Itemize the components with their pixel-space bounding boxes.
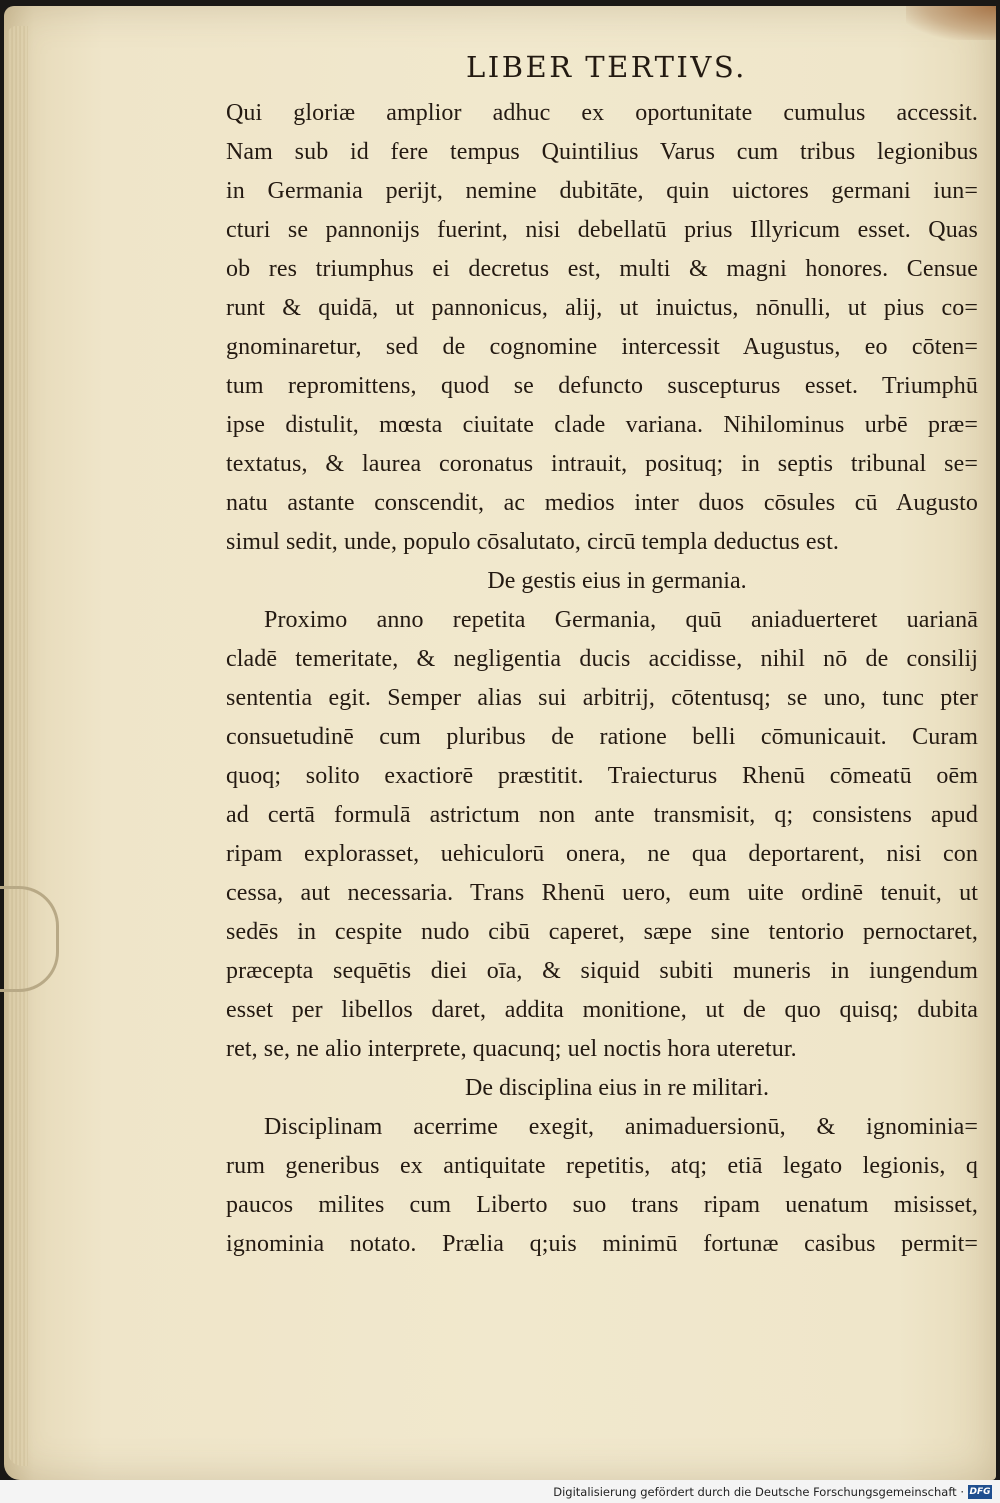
- text-line: consuetudinē cum pluribus de ratione belli cōmunicauit. Curam: [226, 724, 978, 750]
- text-line: esset per libellos daret, addita monitione, ut de quo quisq; dubita: [226, 997, 978, 1023]
- funding-credit: Digitalisierung gefördert durch die Deutsche Forschungsgemeinschaft ·: [553, 1485, 964, 1499]
- text-line: in Germania perijt, nemine dubitāte, quin uictores germani iun=: [226, 178, 978, 204]
- text-line: paucos milites cum Liberto suo trans ripam uenatum misisset,: [226, 1192, 978, 1218]
- text-line: cturi se pannonijs fuerint, nisi debellatū prius Illyricum esset. Quas: [226, 217, 978, 243]
- text-line: ob res triumphus ei decretus est, multi & magni honores. Censue: [226, 256, 978, 282]
- text-line: Proximo anno repetita Germania, quū aniaduerteret uarianā: [264, 607, 978, 633]
- book-page: [4, 6, 996, 1480]
- text-block: [226, 94, 978, 1264]
- text-line: ipse distulit, mœsta ciuitate clade variana. Nihilominus urbē præ=: [226, 412, 978, 438]
- text-line: tum repromittens, quod se defuncto suscepturus esset. Triumphū: [226, 373, 978, 399]
- text-line: ripam explorasset, uehiculorū onera, ne qua deportarent, nisi con: [226, 841, 978, 867]
- text-line: sedēs in cespite nudo cibū caperet, sæpe sine tentorio pernoctaret,: [226, 919, 978, 945]
- dfg-logo-icon: DFG: [969, 1487, 991, 1497]
- text-line: cessa, aut necessaria. Trans Rhenū uero, eum uite ordinē tenuit, ut: [226, 880, 978, 906]
- text-line: Disciplinam acerrime exegit, animaduersionū, & ignominia=: [264, 1114, 978, 1140]
- digitization-footer: [0, 1480, 1000, 1503]
- corner-stain: [906, 6, 996, 40]
- text-line: gnominaretur, sed de cognomine intercessit Augustus, eo cōten=: [226, 334, 978, 360]
- running-head: LIBER TERTIVS.: [466, 50, 747, 84]
- text-line: Qui gloriæ amplior adhuc ex oportunitate cumulus accessit.: [226, 100, 978, 126]
- section-heading: De gestis eius in germania.: [487, 568, 747, 594]
- text-line: ignominia notato. Prælia q;uis minimū fortunæ casibus permit=: [226, 1231, 978, 1257]
- page-fore-edge: [8, 26, 28, 1466]
- text-line: præcepta sequētis diei oīa, & siquid subiti muneris in iungendum: [226, 958, 978, 984]
- text-line: runt & quidā, ut pannonicus, alij, ut inuictus, nōnulli, ut pius co=: [226, 295, 978, 321]
- text-line: simul sedit, unde, populo cōsalutato, circū templa deductus est.: [226, 529, 839, 555]
- text-line: natu astante conscendit, ac medios inter duos cōsules cū Augusto: [226, 490, 978, 516]
- text-line: textatus, & laurea coronatus intrauit, posituq; in septis tribunal se=: [226, 451, 978, 477]
- text-line: quoq; solito exactiorē præstitit. Traiecturus Rhenū cōmeatū oēm: [226, 763, 978, 789]
- text-line: ret, se, ne alio interprete, quacunq; uel noctis hora uteretur.: [226, 1036, 797, 1062]
- text-line: sententia egit. Semper alias sui arbitrij, cōtentusq; se uno, tunc pter: [226, 685, 978, 711]
- text-line: rum generibus ex antiquitate repetitis, atq; etiā legato legionis, q: [226, 1153, 978, 1179]
- text-line: ad certā formulā astrictum non ante transmisit, q; consistens apud: [226, 802, 978, 828]
- text-line: cladē temeritate, & negligentia ducis accidisse, nihil nō de consilij: [226, 646, 978, 672]
- clip-impression: [0, 886, 59, 992]
- section-heading: De disciplina eius in re militari.: [465, 1075, 769, 1101]
- text-line: Nam sub id fere tempus Quintilius Varus cum tribus legionibus: [226, 139, 978, 165]
